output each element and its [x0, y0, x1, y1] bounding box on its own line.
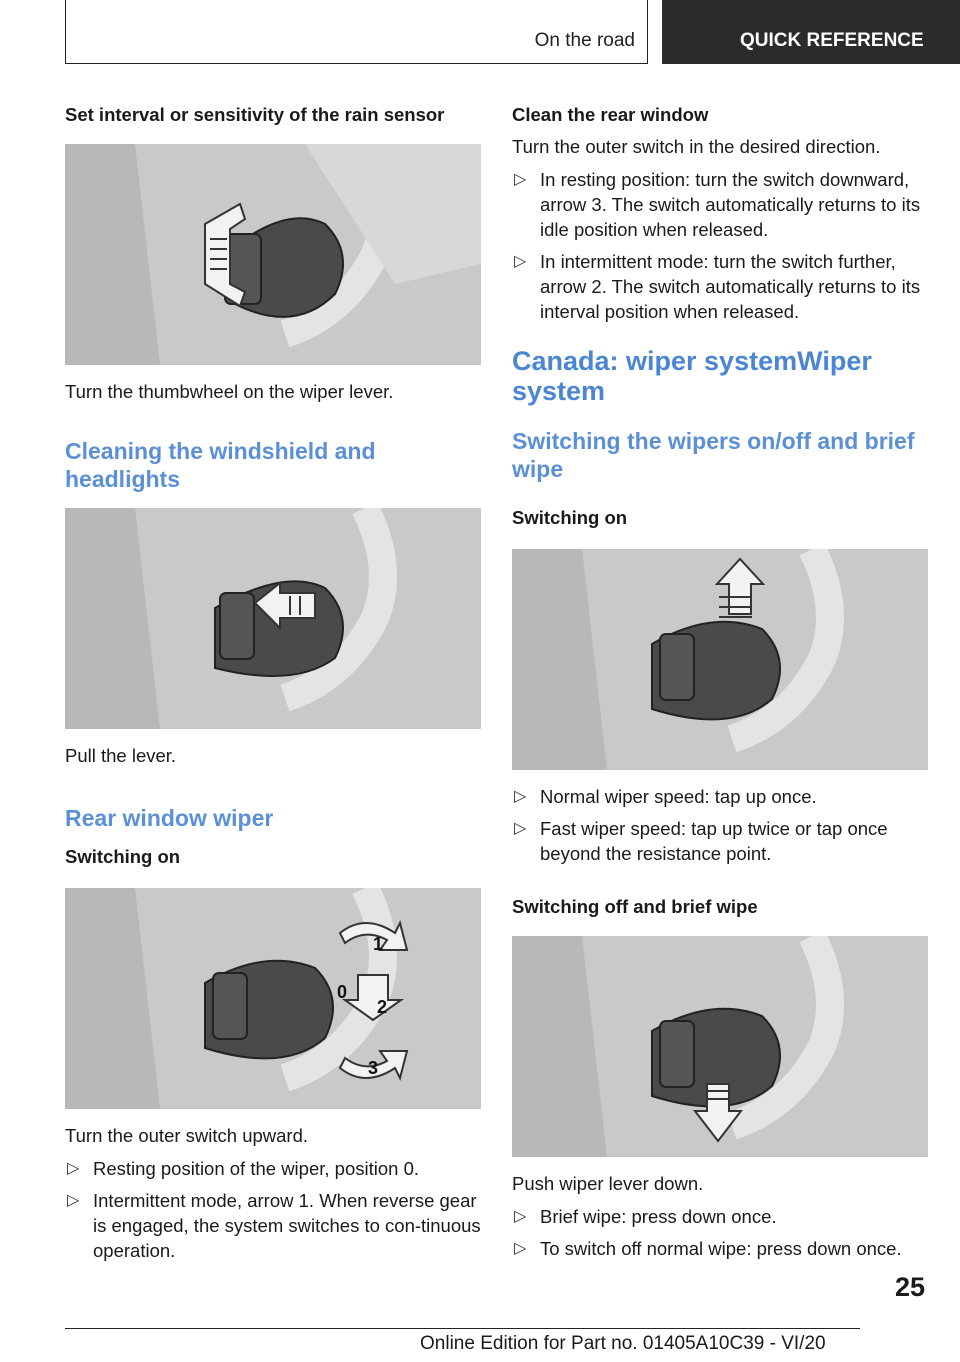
- switching-off-bullet-list: [512, 1204, 928, 1261]
- switching-off-illustration: [512, 936, 928, 1157]
- list-item: ▷ To switch off normal wipe: press down once.: [514, 1238, 902, 1259]
- list-item: ▷ Fast wiper speed: tap up twice or tap once beyond the resistance point.: [514, 818, 888, 864]
- list-item: ▷ In resting position: turn the switch downward, arrow 3. The switch automatically returns to its idle position when released.: [514, 169, 921, 240]
- switching-on-label: Switching on: [512, 507, 628, 528]
- canada-heading: Canada: wiper systemWiper system: [512, 346, 872, 406]
- rain-sensor-heading: Set interval or sensitivity of the rain sensor: [65, 104, 445, 125]
- quick-reference-tab[interactable]: QUICK REFERENCE: [662, 0, 960, 64]
- cleaning-heading: Cleaning the windshield and headlights: [65, 438, 376, 492]
- footer-edition: Online Edition for Part no. 01405A10C39 - VI/20: [420, 1333, 826, 1354]
- bullet-arrow-icon: ▷: [514, 788, 527, 805]
- rear-bullet-list: [65, 1156, 481, 1263]
- list-item: ▷ Intermittent mode, arrow 1. When reverse gear is engaged, the system switches to con-tinuous operation.: [67, 1190, 481, 1261]
- page-number: 25: [894, 1272, 925, 1302]
- list-item: ▷ Resting position of the wiper, position 0.: [67, 1158, 419, 1179]
- figure-label-1: 1: [373, 934, 384, 954]
- list-item: ▷ Normal wiper speed: tap up once.: [514, 786, 817, 807]
- switching-off-caption: Push wiper lever down.: [512, 1173, 704, 1194]
- bullet-arrow-icon: ▷: [514, 171, 527, 188]
- list-item: ▷ In intermittent mode: turn the switch further, arrow 2. The switch automatically returns to its interval position when released.: [514, 251, 921, 322]
- switching-on-bullet-list: [512, 784, 928, 866]
- rear-caption: Turn the outer switch upward.: [65, 1125, 309, 1146]
- switching-wipers-heading: Switching the wipers on/off and brief wipe: [512, 428, 915, 482]
- bullet-arrow-icon: ▷: [514, 820, 527, 837]
- thumbwheel-illustration: [65, 144, 481, 365]
- figure-label-2: 2: [377, 997, 388, 1017]
- bullet-arrow-icon: ▷: [514, 253, 527, 270]
- pull-lever-caption: Pull the lever.: [65, 745, 177, 766]
- rear-wiper-heading: Rear window wiper: [65, 805, 274, 831]
- rain-sensor-caption: Turn the thumbwheel on the wiper lever.: [65, 381, 394, 402]
- list-item: ▷ Brief wipe: press down once.: [514, 1206, 777, 1227]
- figure-label-0: 0: [337, 982, 348, 1002]
- section-title: On the road: [534, 30, 635, 51]
- clean-rear-bullet-list: [512, 167, 928, 324]
- rear-wiper-illustration: [65, 888, 481, 1109]
- left-column: [65, 100, 481, 1270]
- clean-rear-text: Turn the outer switch in the desired direction.: [512, 136, 881, 157]
- footer-divider: [65, 1328, 860, 1329]
- rear-switching-on-label: Switching on: [65, 846, 181, 867]
- bullet-arrow-icon: ▷: [67, 1192, 80, 1209]
- bullet-arrow-icon: ▷: [67, 1160, 80, 1177]
- bullet-arrow-icon: ▷: [514, 1240, 527, 1257]
- figure-label-3: 3: [368, 1058, 379, 1078]
- switching-on-illustration: [512, 549, 928, 770]
- pull-lever-illustration: [65, 508, 481, 729]
- clean-rear-heading: Clean the rear window: [512, 104, 709, 125]
- switching-off-label: Switching off and brief wipe: [512, 896, 758, 917]
- bullet-arrow-icon: ▷: [514, 1208, 527, 1225]
- right-column: [512, 100, 928, 1268]
